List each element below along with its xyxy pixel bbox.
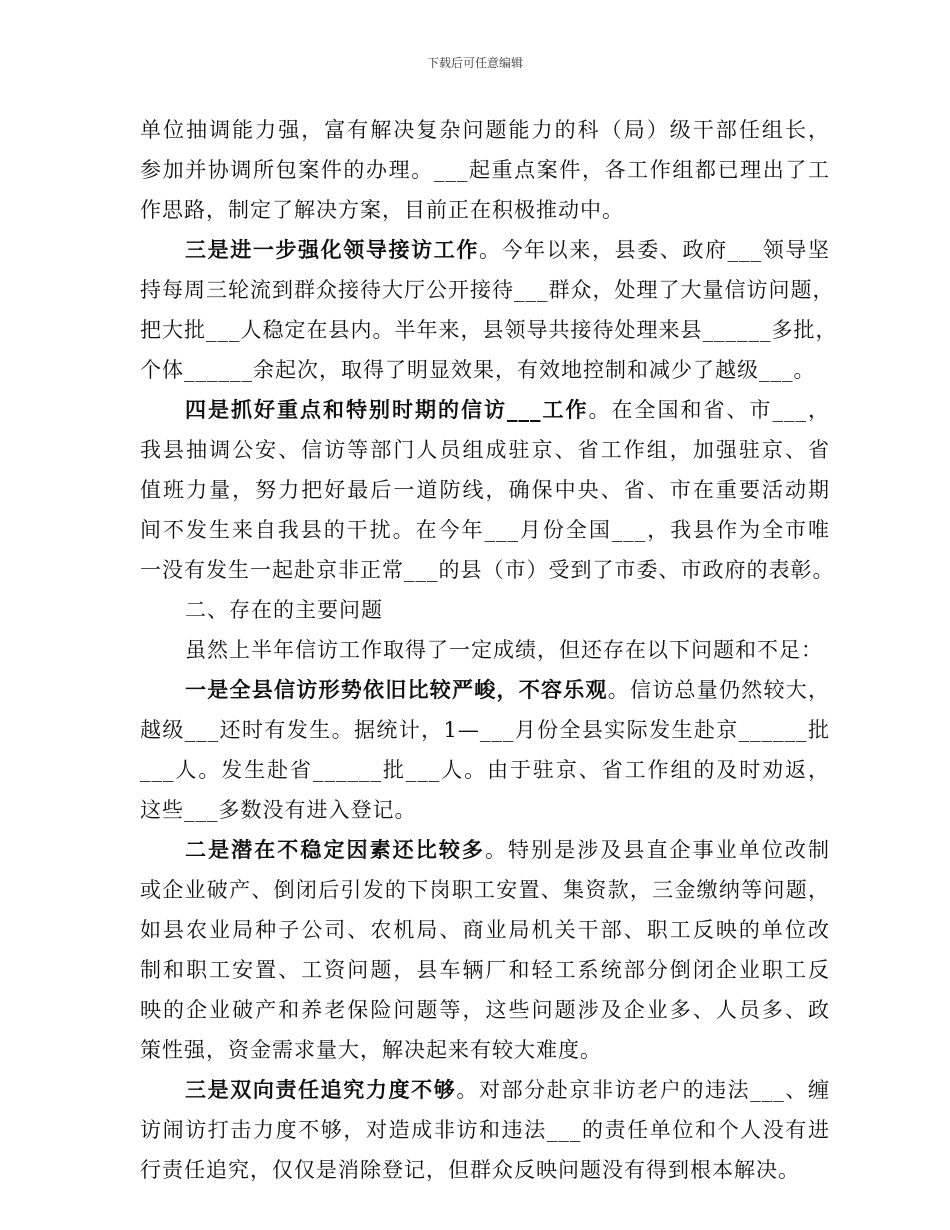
line-text: 制和职工安置、工资问题，县车辆厂和轻工系统部分倒闭企业职工反 (140, 958, 830, 982)
line-text: 。信访总量仍然较大， (607, 678, 830, 702)
line-text: 作思路，制定了解决方案，目前正在积极推动中。 (140, 198, 624, 222)
body-line (140, 714, 830, 754)
body-line (140, 914, 830, 954)
section-heading (140, 594, 830, 634)
body-line (140, 394, 830, 434)
line-text: 把大批___人稳定在县内。半年来，县领导共接待处理来县______多批， (140, 318, 838, 342)
body-line (140, 354, 830, 394)
line-text: 策性强，资金需求量大，解决起来有较大难度。 (140, 1038, 602, 1062)
line-text: 越级___还时有发生。据统计，1—___月份全县实际发生赴京______批 (140, 718, 830, 742)
bold-lead: 三是进一步强化领导接访工作 (185, 237, 479, 262)
body-line (140, 554, 835, 594)
body-line (140, 674, 830, 714)
body-line (140, 1074, 830, 1114)
line-text: 我县抽调公安、信访等部门人员组成驻京、省工作组，加强驻京、省 (140, 438, 830, 462)
body-line (140, 234, 830, 274)
heading-text: 二、存在的主要问题 (185, 598, 383, 622)
body-line (140, 1114, 830, 1154)
line-text: 参加并协调所包案件的办理。___起重点案件，各工作组都已理出了工 (140, 158, 830, 182)
line-text: 单位抽调能力强，富有解决复杂问题能力的科（局）级干部任组长， (140, 118, 830, 142)
body-line (140, 274, 835, 314)
body-line (140, 434, 830, 474)
line-text: 映的企业破产和养老保险问题等，这些问题涉及企业多、人员多、政 (140, 998, 830, 1022)
body-line (140, 1034, 830, 1074)
line-text: 虽然上半年信访工作取得了一定成绩，但还存在以下问题和不足： (185, 638, 823, 662)
body-line (140, 634, 830, 674)
line-text: 这些___多数没有进入登记。 (140, 798, 417, 822)
line-text: 一没有发生一起赴京非正常___的县（市）受到了市委、市政府的表彰。 (140, 558, 835, 582)
body-line (140, 994, 830, 1034)
line-text: 间不发生来自我县的干扰。在今年___月份全国___，我县作为全市唯 (140, 518, 830, 542)
line-text: 行责任追究，仅仅是消除登记，但群众反映问题没有得到根本解决。 (140, 1158, 800, 1182)
body-line (140, 474, 830, 514)
body-line (140, 754, 830, 794)
line-text: 个体______余起次，取得了明显效果，有效地控制和减少了越级___。 (140, 358, 816, 382)
document-body (140, 114, 838, 1194)
bold-lead: 四是抓好重点和特别时期的信访___工作 (185, 397, 589, 422)
bold-lead: 三是双向责任追究力度不够 (185, 1077, 457, 1102)
body-line (140, 794, 830, 834)
body-line (140, 514, 830, 554)
line-text: ___人。发生赴省______批___人。由于驻京、省工作组的及时劝返， (140, 758, 830, 782)
line-text: 或企业破产、倒闭后引发的下岗职工安置、集资款，三金缴纳等问题， (140, 878, 830, 902)
body-line (140, 834, 830, 874)
line-text: 值班力量，努力把好最后一道防线，确保中央、省、市在重要活动期 (140, 478, 830, 502)
body-line (140, 154, 830, 194)
body-line (140, 114, 830, 154)
body-line (140, 194, 830, 234)
line-text: 。特别是涉及县直企事业单位改制 (484, 838, 831, 862)
line-text: 如县农业局种子公司、农机局、商业局机关干部、职工反映的单位改 (140, 918, 830, 942)
body-line (140, 314, 838, 354)
bold-lead: 二是潜在不稳定因素还比较多 (185, 837, 485, 862)
line-text: 。对部分赴京非访老户的违法___、缠 (456, 1078, 831, 1102)
bold-lead: 一是全县信访形势依旧比较严峻，不容乐观 (185, 677, 608, 702)
body-line (140, 954, 830, 994)
page-header: 下载后可任意编辑 (426, 56, 523, 70)
body-line (140, 1154, 830, 1194)
line-text: 持每周三轮流到群众接待大厅公开接待___群众，处理了大量信访问题， (140, 278, 835, 302)
body-line (140, 874, 830, 914)
line-text: 。今年以来，县委、政府___领导坚 (478, 238, 831, 262)
line-text: 。在全国和省、市___， (588, 398, 830, 422)
line-text: 访闹访打击力度不够，对造成非访和违法___的责任单位和个人没有进 (140, 1118, 830, 1142)
